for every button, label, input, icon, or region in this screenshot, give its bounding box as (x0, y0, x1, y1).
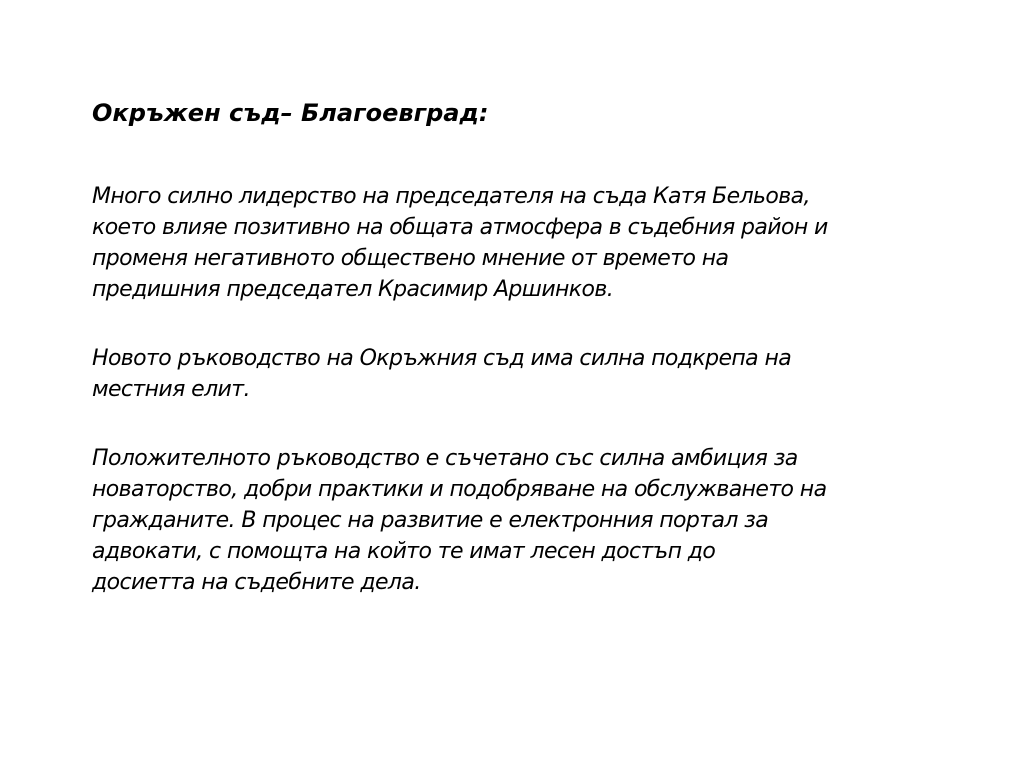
paragraph-innovation (92, 443, 952, 598)
paragraph-support (92, 343, 952, 405)
slide-content (92, 97, 952, 636)
paragraph-line: Много силно лидерство на председателя на съда Катя Бельова, (92, 184, 810, 209)
paragraph-line: Положителното ръководство е съчетано със силна амбиция за (92, 446, 798, 471)
paragraph-line: досиетта на съдебните дела. (92, 570, 421, 595)
paragraph-line: местния елит. (92, 377, 250, 402)
paragraph-line: което влияе позитивно на общата атмосфера в съдебния район и (92, 215, 828, 240)
paragraph-line: предишния председател Красимир Аршинков. (92, 277, 614, 302)
paragraph-line: адвокати, с помощта на който те имат лесен достъп до (92, 539, 716, 564)
paragraph-line: новаторство, добри практики и подобряване на обслужването на (92, 477, 827, 502)
paragraph-line: променя негативното обществено мнение от времето на (92, 246, 729, 271)
paragraph-leadership (92, 181, 952, 305)
paragraph-line: Новото ръководство на Окръжния съд има силна подкрепа на (92, 346, 792, 371)
slide-title: Окръжен съд– Благоевград: (92, 99, 489, 127)
paragraph-line: гражданите. В процес на развитие е електронния портал за (92, 508, 769, 533)
